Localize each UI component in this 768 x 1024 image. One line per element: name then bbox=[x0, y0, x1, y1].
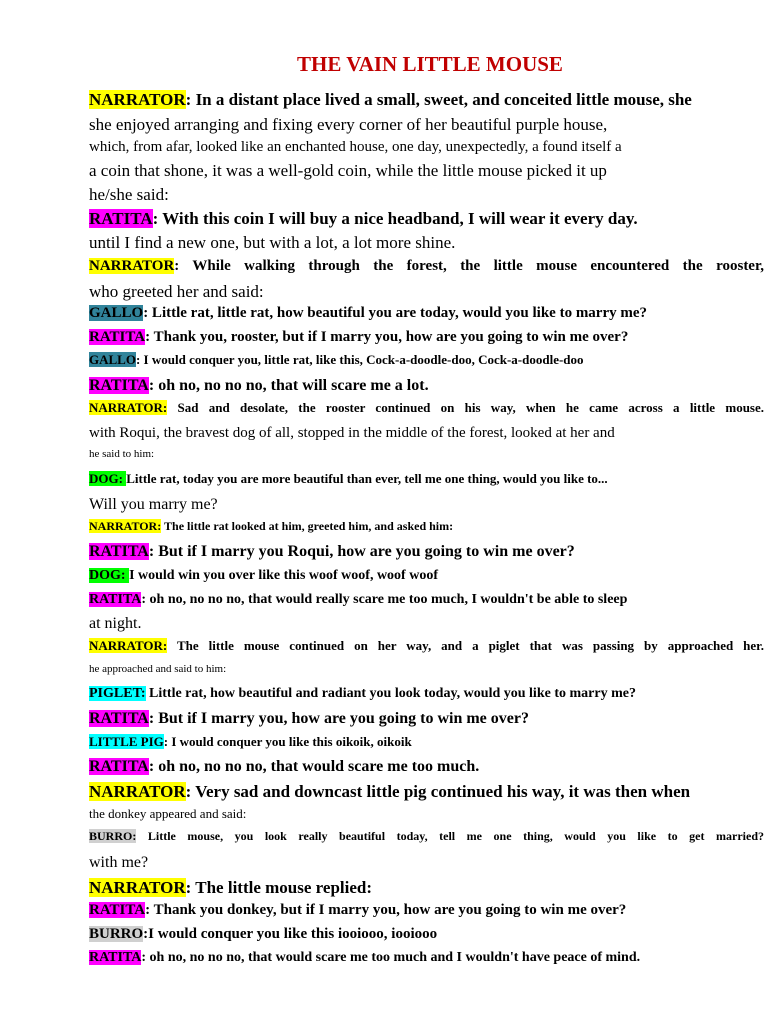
speaker-label: GALLO bbox=[89, 352, 136, 367]
dialogue-line bbox=[89, 568, 438, 584]
line-text: : With this coin I will buy a nice headband, I will wear it every day. bbox=[152, 209, 638, 228]
line-text: : oh no, no no no, that will scare me a lot. bbox=[148, 377, 429, 394]
line-text: : While walking through the forest, the little mouse encountered the rooster, bbox=[174, 258, 764, 274]
line-text: : Thank you, rooster, but if I marry you, how are you going to win me over? bbox=[145, 329, 629, 345]
speaker-label: RATITA bbox=[89, 543, 149, 560]
dialogue-line bbox=[89, 735, 412, 750]
narration-line: he approached and said to him: bbox=[89, 663, 227, 675]
dialogue-line bbox=[89, 592, 627, 608]
dialogue-line bbox=[89, 758, 479, 776]
dialogue-line bbox=[89, 329, 628, 346]
line-text: : The little mouse replied: bbox=[185, 878, 373, 897]
speaker-label: DOG: bbox=[89, 568, 130, 583]
narration-line bbox=[89, 639, 764, 654]
narration-line bbox=[89, 878, 372, 898]
line-text: : oh no, no no no, that would really scare me too much, I wouldn't be able to sleep bbox=[141, 592, 628, 607]
line-text: I would win you over like this woof woof, woof woof bbox=[129, 568, 438, 583]
speaker-label: GALLO bbox=[89, 305, 144, 321]
narration-line: who greeted her and said: bbox=[89, 282, 264, 301]
line-text: : I would conquer you like this oikoik, oikoik bbox=[163, 734, 412, 749]
speaker-label: RATITA bbox=[89, 710, 149, 727]
line-text: : oh no, no no no, that would scare me too much. bbox=[148, 758, 480, 775]
document-title: THE VAIN LITTLE MOUSE bbox=[297, 52, 563, 76]
speaker-label: NARRATOR bbox=[89, 782, 186, 801]
speaker-label: NARRATOR: bbox=[89, 519, 162, 533]
speaker-label: BURRO bbox=[89, 926, 144, 942]
narration-line: he said to him: bbox=[89, 448, 155, 460]
dialogue-line bbox=[89, 830, 764, 844]
line-text: The little rat looked at him, greeted him, and asked him: bbox=[161, 519, 454, 533]
line-text: : But if I marry you Roqui, how are you going to win me over? bbox=[148, 543, 575, 560]
speaker-label: NARRATOR: bbox=[89, 400, 168, 415]
narration-line: Will you marry me? bbox=[89, 496, 218, 513]
speaker-label: RATITA bbox=[89, 902, 146, 918]
dialogue-line bbox=[89, 209, 638, 229]
line-text: : I would conquer you, little rat, like this, Cock-a-doodle-doo, Cock-a-doodle-doo bbox=[135, 352, 584, 367]
speaker-label: RATITA bbox=[89, 758, 149, 775]
speaker-label: PIGLET: bbox=[89, 686, 146, 701]
narration-line: she enjoyed arranging and fixing every corner of her beautiful purple house, bbox=[89, 115, 608, 134]
line-text: Little rat, today you are more beautiful than ever, tell me one thing, would you like to... bbox=[126, 471, 608, 486]
speaker-label: RATITA bbox=[89, 950, 142, 965]
speaker-label: BURRO: bbox=[89, 829, 137, 843]
line-text: : In a distant place lived a small, sweet, and conceited little mouse, she bbox=[185, 90, 692, 109]
speaker-label: RATITA bbox=[89, 209, 153, 228]
narration-line bbox=[89, 520, 453, 534]
speaker-label: RATITA bbox=[89, 377, 149, 394]
line-text: : Little rat, little rat, how beautiful you are today, would you like to marry me? bbox=[143, 305, 648, 321]
narration-line: which, from afar, looked like an enchanted house, one day, unexpectedly, a found itself a bbox=[89, 139, 622, 155]
dialogue-line bbox=[89, 543, 575, 561]
narration-line: the donkey appeared and said: bbox=[89, 806, 247, 821]
speaker-label: NARRATOR bbox=[89, 258, 175, 274]
line-text: The little mouse continued on her way, and a piglet that was passing by approached her. bbox=[167, 638, 764, 653]
dialogue-line bbox=[89, 926, 437, 943]
speaker-label: NARRATOR: bbox=[89, 638, 168, 653]
narration-line bbox=[89, 258, 764, 275]
line-text: Little rat, how beautiful and radiant you look today, would you like to marry me? bbox=[145, 686, 636, 701]
line-text: Little mouse, you look really beautiful today, tell me one thing, would you like to get married? bbox=[136, 829, 764, 843]
narration-line: with me? bbox=[89, 854, 149, 871]
narration-line bbox=[89, 401, 764, 416]
line-text: : But if I marry you, how are you going to win me over? bbox=[148, 710, 529, 727]
line-text: : oh no, no no no, that would scare me too much and I wouldn't have peace of mind. bbox=[141, 950, 641, 965]
narration-line bbox=[89, 782, 690, 802]
speaker-label: RATITA bbox=[89, 329, 146, 345]
narration-line bbox=[89, 90, 692, 110]
narration-line: he/she said: bbox=[89, 185, 169, 204]
dialogue-line bbox=[89, 686, 636, 702]
dialogue-line bbox=[89, 353, 584, 368]
dialogue-line bbox=[89, 305, 647, 322]
speaker-label: NARRATOR bbox=[89, 878, 186, 897]
narration-line: until I find a new one, but with a lot, a lot more shine. bbox=[89, 233, 456, 252]
narration-line: a coin that shone, it was a well-gold coin, while the little mouse picked it up bbox=[89, 161, 607, 180]
narration-line: at night. bbox=[89, 615, 142, 632]
dialogue-line bbox=[89, 710, 529, 728]
line-text: : Very sad and downcast little pig continued his way, it was then when bbox=[185, 782, 691, 801]
line-text: Sad and desolate, the rooster continued on his way, when he came across a little mouse. bbox=[167, 400, 764, 415]
dialogue-line bbox=[89, 950, 640, 966]
dialogue-line bbox=[89, 377, 429, 395]
speaker-label: RATITA bbox=[89, 592, 142, 607]
line-text: : Thank you donkey, but if I marry you, how are you going to win me over? bbox=[145, 902, 627, 918]
speaker-label: DOG: bbox=[89, 471, 127, 486]
speaker-label: LITTLE PIG bbox=[89, 734, 164, 749]
line-text: :I would conquer you like this iooiooo, iooiooo bbox=[143, 926, 438, 942]
dialogue-line bbox=[89, 472, 608, 487]
dialogue-line bbox=[89, 902, 626, 919]
speaker-label: NARRATOR bbox=[89, 90, 186, 109]
narration-line: with Roqui, the bravest dog of all, stopped in the middle of the forest, looked at her and bbox=[89, 425, 615, 441]
